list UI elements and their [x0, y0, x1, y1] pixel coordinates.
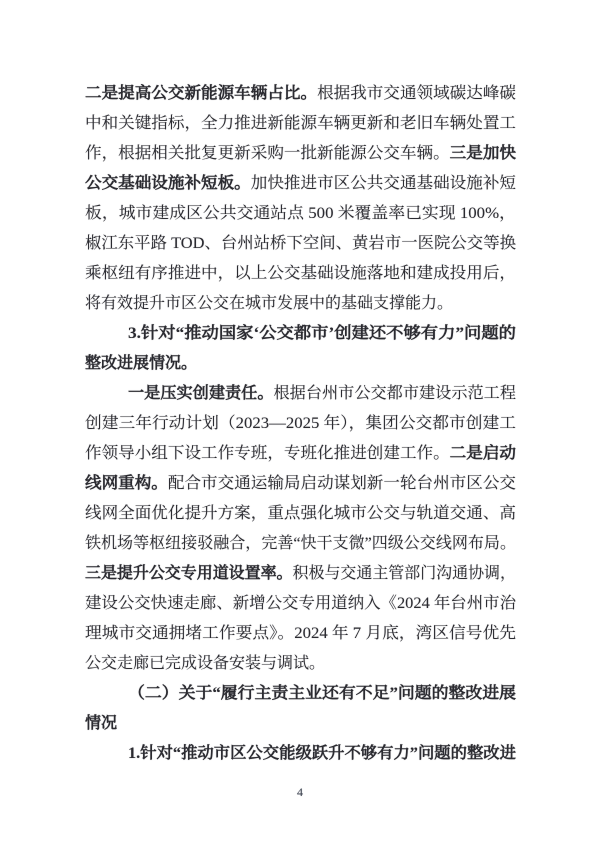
text-line	[85, 109, 516, 139]
text-line-content	[85, 199, 516, 229]
text-line	[85, 739, 516, 769]
text-segment: 板，城市建成区公共交通站点 500 米覆盖率已实现 100%，	[85, 205, 516, 222]
text-line-content	[85, 289, 453, 319]
text-line	[85, 499, 516, 529]
text-line	[85, 199, 516, 229]
text-segment: 铁机场等枢纽接驳融合，完善“快干支微”四级公交线网布局。	[85, 535, 516, 552]
text-segment: 配合市交通运输局启动谋划新一轮台州市区公交	[167, 475, 516, 492]
text-segment: 理城市交通拥堵工作要点》。2024 年 7 月底，湾区信号优先	[85, 625, 516, 642]
text-segment: 作领导小组下设工作专班，专班化推进创建工作。	[85, 445, 450, 462]
text-line-content	[85, 439, 516, 469]
text-line	[85, 139, 516, 169]
document-body	[85, 79, 516, 769]
text-line	[85, 319, 516, 349]
text-line-content	[85, 139, 516, 169]
text-line-content	[128, 379, 516, 409]
bold-text-segment: 三是提升公交专用道设置率。	[85, 565, 293, 582]
text-line-content	[128, 319, 516, 349]
text-line	[85, 379, 516, 409]
bold-text-segment: 整改进展情况。	[85, 355, 198, 372]
text-line-content	[85, 169, 516, 199]
text-segment: 作，根据相关批复更新采购一批新能源公交车辆。	[85, 145, 450, 162]
text-line	[85, 679, 516, 709]
text-line-content	[85, 259, 516, 289]
text-line	[85, 79, 516, 109]
text-segment: 加快推进市区公共交通基础设施补短	[250, 175, 517, 192]
text-line-content	[85, 589, 516, 619]
text-line-content	[128, 679, 516, 709]
bold-text-segment: 三是加快	[449, 145, 516, 162]
text-segment: 公交走廊已完成设备安装与调试。	[85, 655, 326, 672]
bold-text-segment: 线网重构。	[85, 475, 168, 492]
text-line-content	[85, 349, 197, 379]
text-line	[85, 289, 516, 319]
text-line-content	[85, 499, 516, 529]
text-line-content	[85, 109, 516, 139]
text-line	[85, 559, 516, 589]
text-line	[85, 589, 516, 619]
text-line	[85, 619, 516, 649]
text-line	[85, 349, 516, 379]
text-segment: 积极与交通主管部门沟通协调，	[292, 565, 516, 582]
text-segment: 根据我市交通领域碳达峰碳	[317, 85, 516, 102]
page-number: 4	[297, 785, 303, 799]
text-line-content	[85, 229, 516, 259]
bold-text-segment: 1.针对“推动市区公交能级跃升不够有力”问题的整改进	[128, 745, 516, 762]
text-line-content	[85, 559, 516, 589]
text-line	[85, 409, 516, 439]
text-segment: 建设公交快速走廊、新增公交专用道纳入《2024 年台州市治	[85, 595, 516, 612]
text-line	[85, 649, 516, 679]
text-segment: 将有效提升市区公交在城市发展中的基础支撑能力。	[85, 295, 454, 312]
text-segment: 中和关键指标，全力推进新能源车辆更新和老旧车辆处置工	[85, 115, 516, 132]
bold-text-segment: 公交基础设施补短板。	[85, 175, 251, 192]
bold-text-segment: 情况	[85, 715, 118, 732]
text-line	[85, 529, 516, 559]
text-line-content	[85, 649, 325, 679]
text-line	[85, 229, 516, 259]
text-segment: 创建三年行动计划（2023—2025 年），集团公交都市创建工	[85, 415, 516, 432]
bold-text-segment: 二是启动	[449, 445, 516, 462]
text-line-content	[85, 529, 516, 559]
text-line-content	[85, 709, 117, 739]
bold-text-segment: （二）关于“履行主责主业还有不足”问题的整改进展	[128, 685, 516, 702]
text-segment: 乘枢纽有序推进中，以上公交基础设施落地和建成投用后，	[85, 265, 516, 282]
bold-text-segment: 二是提高公交新能源车辆占比。	[85, 85, 318, 102]
text-line	[85, 469, 516, 499]
bold-text-segment: 一是压实创建责任。	[128, 385, 274, 402]
text-line	[85, 259, 516, 289]
text-line-content	[85, 409, 516, 439]
text-line	[85, 169, 516, 199]
text-segment: 根据台州市公交都市建设示范工程	[273, 385, 516, 402]
text-line	[85, 709, 516, 739]
text-line-content	[85, 79, 516, 109]
text-segment: 椒江东平路 TOD、台州站桥下空间、黄岩市一医院公交等换	[85, 235, 516, 252]
text-line-content	[85, 619, 516, 649]
bold-text-segment: 3.针对“推动国家‘公交都市’创建还不够有力”问题的	[128, 325, 516, 342]
text-segment: 线网全面优化提升方案，重点强化城市公交与轨道交通、高	[85, 505, 516, 522]
text-line	[85, 439, 516, 469]
text-line-content	[128, 739, 516, 769]
text-line-content	[85, 469, 516, 499]
